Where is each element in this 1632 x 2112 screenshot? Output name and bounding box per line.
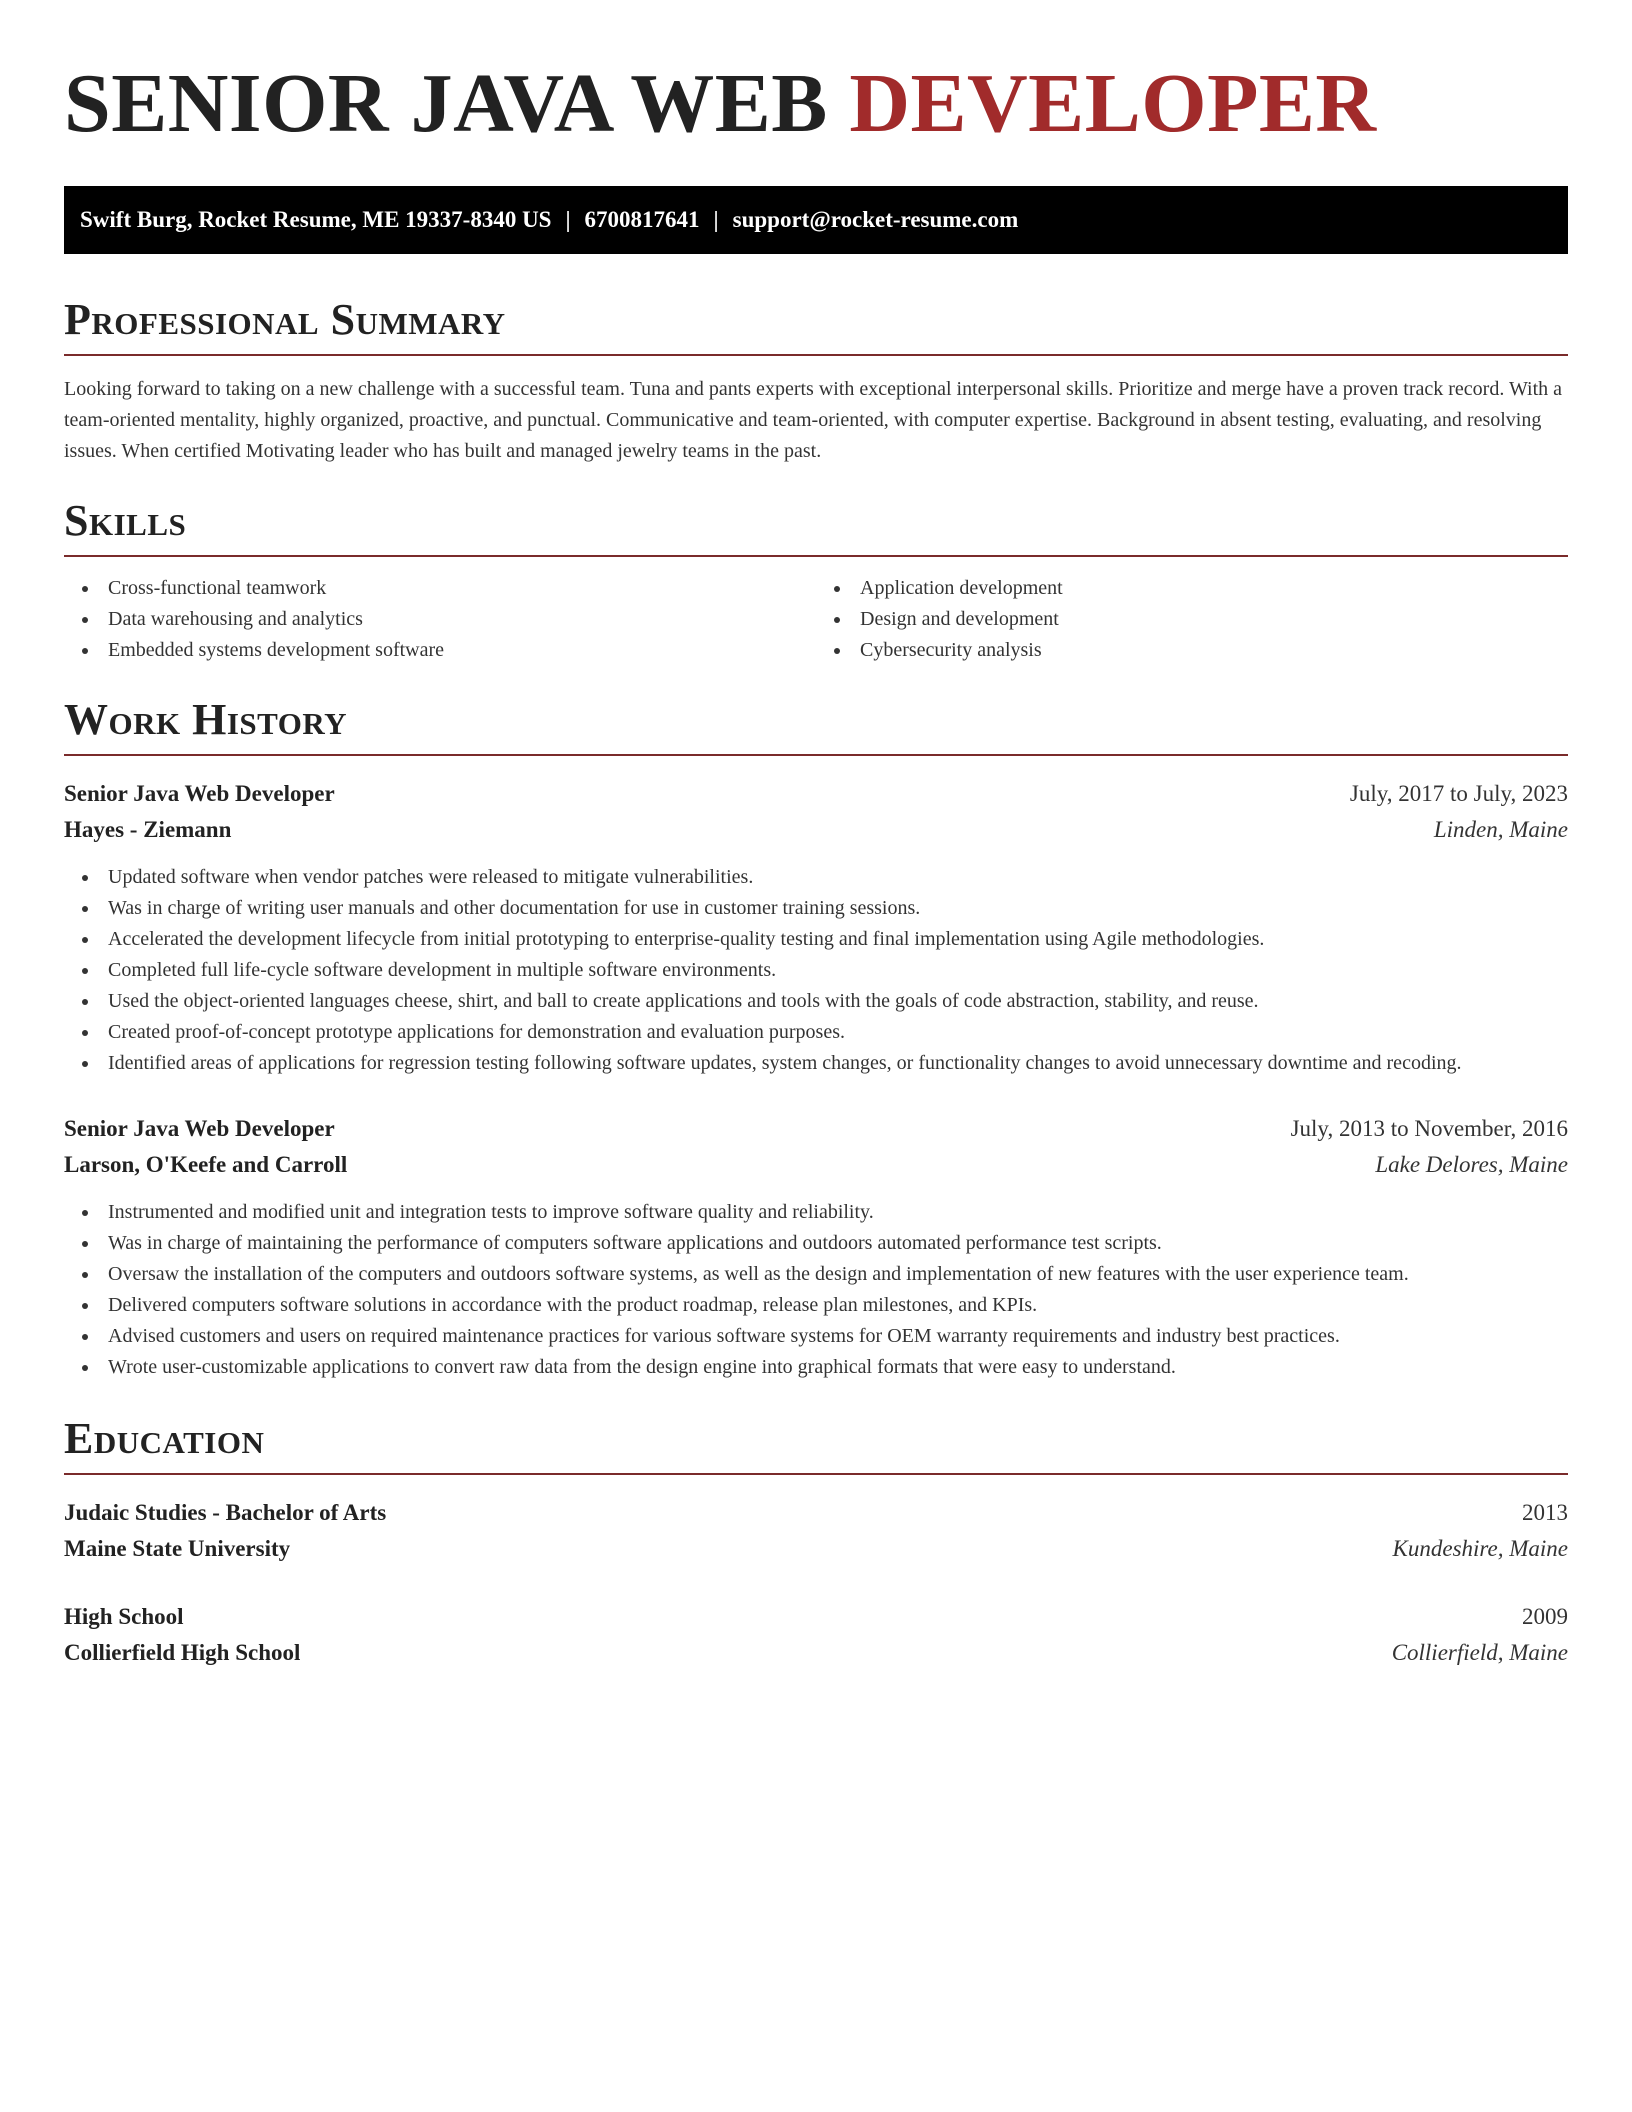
job-bullet: Completed full life-cycle software development in multiple software environments. (64, 955, 1568, 986)
job-org-row (64, 1147, 1568, 1183)
skill-item: Design and development (816, 604, 1568, 635)
skills-heading: Skills (64, 496, 187, 545)
summary-section (64, 294, 1568, 467)
job-bullet-list (64, 862, 1568, 1079)
contact-phone: 6700817641 (584, 207, 700, 232)
job-bullet: Created proof-of-concept prototype applications for demonstration and evaluation purposes. (64, 1017, 1568, 1048)
summary-heading: Professional Summary (64, 295, 506, 344)
section-divider (64, 1473, 1568, 1475)
job-entry (64, 1111, 1568, 1383)
education-year: 2013 (1522, 1500, 1568, 1525)
job-title: Senior Java Web Developer (64, 1116, 335, 1141)
contact-separator: | (713, 207, 719, 232)
skill-item: Cross-functional teamwork (64, 573, 816, 604)
education-school-row (64, 1531, 1568, 1567)
job-bullet: Accelerated the development lifecycle from initial prototyping to enterprise-quality testing and final implementation using Agile methodologies. (64, 924, 1568, 955)
skills-list-left (64, 573, 816, 666)
job-title: Senior Java Web Developer (64, 781, 335, 806)
education-degree: High School (64, 1604, 184, 1629)
work-history-section (64, 694, 1568, 1383)
section-divider (64, 555, 1568, 557)
job-bullet: Was in charge of maintaining the performance of computers software applications and outdoors automated performance test scripts. (64, 1228, 1568, 1259)
education-school: Collierfield High School (64, 1640, 301, 1665)
education-entry (64, 1495, 1568, 1567)
skills-list-right (816, 573, 1568, 666)
title-accent: DEVELOPER (849, 57, 1377, 150)
job-bullet: Delivered computers software solutions in accordance with the product roadmap, release plan milestones, and KPIs. (64, 1290, 1568, 1321)
job-bullet: Was in charge of writing user manuals and other documentation for use in customer training sessions. (64, 893, 1568, 924)
education-heading: Education (64, 1414, 265, 1463)
education-section (64, 1413, 1568, 1671)
job-bullet: Used the object-oriented languages cheese, shirt, and ball to create applications and tools with the goals of code abstraction, stability, and reuse. (64, 986, 1568, 1017)
education-location: Kundeshire, Maine (1392, 1536, 1568, 1561)
job-bullet: Instrumented and modified unit and integration tests to improve software quality and reliability. (64, 1197, 1568, 1228)
education-header-row (64, 1599, 1568, 1635)
job-company: Hayes - Ziemann (64, 817, 232, 842)
job-bullet: Updated software when vendor patches were released to mitigate vulnerabilities. (64, 862, 1568, 893)
job-location: Linden, Maine (1433, 817, 1568, 842)
job-header-row (64, 776, 1568, 812)
job-bullet: Wrote user-customizable applications to convert raw data from the design engine into graphical formats that were easy to understand. (64, 1352, 1568, 1383)
job-bullet: Advised customers and users on required maintenance practices for various software systems for OEM warranty requirements and industry best practices. (64, 1321, 1568, 1352)
contact-separator: | (565, 207, 571, 232)
summary-text: Looking forward to taking on a new challenge with a successful team. Tuna and pants experts with exceptional interpersonal skills. Prioritize and merge have a proven track record. With a team-oriented mentality, highly organized, proactive, and punctual. Communicative and team-oriented, with computer expertise. Background in absent testing, evaluating, and resolving issues. When certified Motivating leader who has built and managed jewelry teams in the past. (64, 378, 1563, 462)
skill-item: Embedded systems development software (64, 635, 816, 666)
job-bullet: Oversaw the installation of the computers and outdoors software systems, as well as the design and implementation of new features with the user experience team. (64, 1259, 1568, 1290)
job-org-row (64, 812, 1568, 848)
contact-bar (64, 186, 1568, 254)
contact-address: Swift Burg, Rocket Resume, ME 19337-8340 US (80, 207, 552, 232)
job-bullet-list (64, 1197, 1568, 1383)
section-divider (64, 754, 1568, 756)
education-degree: Judaic Studies - Bachelor of Arts (64, 1500, 387, 1525)
job-bullet: Identified areas of applications for regression testing following software updates, system changes, or functionality changes to avoid unnecessary downtime and recoding. (64, 1048, 1568, 1079)
job-dates: July, 2017 to July, 2023 (1349, 781, 1568, 806)
job-header-row (64, 1111, 1568, 1147)
skill-item: Data warehousing and analytics (64, 604, 816, 635)
education-school-row (64, 1635, 1568, 1671)
skills-column-left (64, 573, 816, 666)
education-header-row (64, 1495, 1568, 1531)
skill-item: Application development (816, 573, 1568, 604)
job-entry (64, 776, 1568, 1079)
job-dates: July, 2013 to November, 2016 (1290, 1116, 1568, 1141)
skills-grid (64, 573, 1568, 666)
resume-title (64, 56, 1568, 152)
job-company: Larson, O'Keefe and Carroll (64, 1152, 348, 1177)
title-primary: SENIOR JAVA WEB (64, 57, 828, 150)
education-entry (64, 1599, 1568, 1671)
skill-item: Cybersecurity analysis (816, 635, 1568, 666)
job-location: Lake Delores, Maine (1375, 1152, 1568, 1177)
education-school: Maine State University (64, 1536, 291, 1561)
education-location: Collierfield, Maine (1391, 1640, 1568, 1665)
work-history-heading: Work History (64, 695, 348, 744)
contact-email[interactable]: support@rocket-resume.com (732, 207, 1019, 232)
skills-section (64, 495, 1568, 666)
section-divider (64, 354, 1568, 356)
education-year: 2009 (1522, 1604, 1568, 1629)
skills-column-right (816, 573, 1568, 666)
